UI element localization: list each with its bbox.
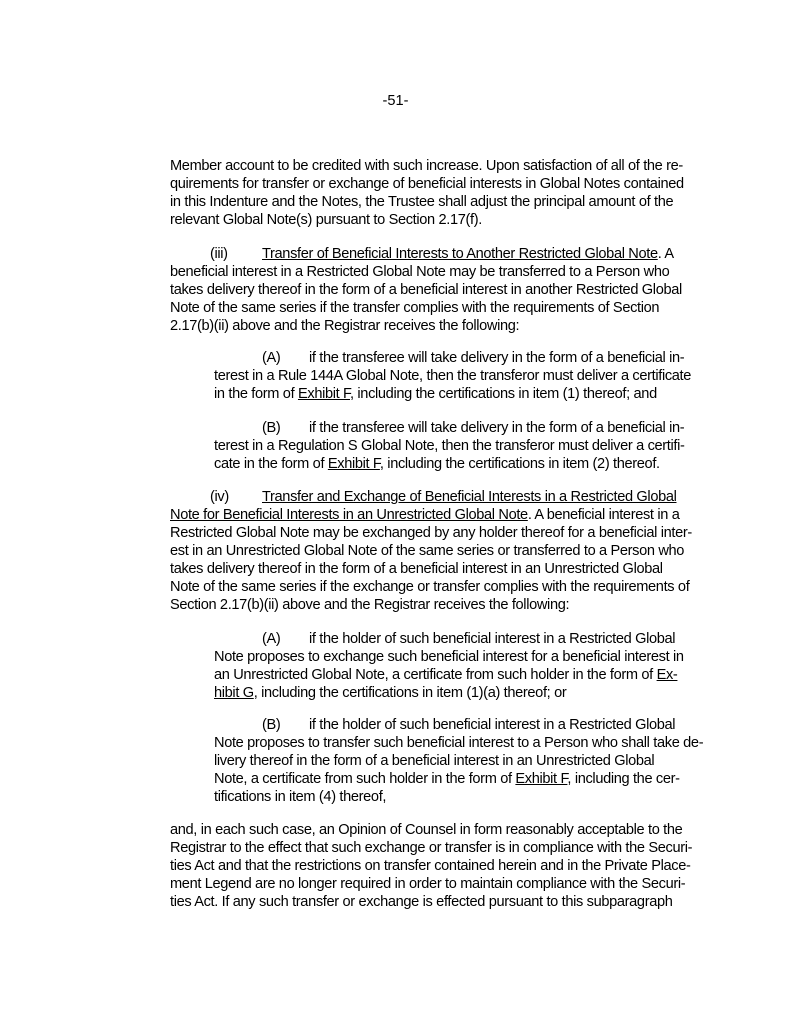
text-line [214, 770, 680, 788]
text-line [170, 506, 679, 524]
underlined-reference: Exhibit F [327, 456, 380, 472]
underlined-reference: Transfer of Beneficial Interests to Another Restricted Global Note [262, 246, 658, 262]
text-line [214, 684, 566, 702]
text-run: Restricted Global Note may be exchanged by any holder thereof for a beneficial inter- [170, 525, 692, 541]
underlined-reference: Note for Beneficial Interests in an Unrestricted Global Note [170, 507, 528, 523]
underlined-reference: Ex- [656, 667, 678, 683]
text-run: in the form of [214, 386, 298, 402]
text-line [170, 857, 690, 875]
text-line [262, 419, 684, 437]
text-run: Section 2.17(b)(ii) above and the Registrar receives the following: [170, 597, 570, 613]
text-run: Note of the same series if the transfer complies with the requirements of Section [170, 300, 660, 316]
text-run: takes delivery thereof in the form of a beneficial interest in another Restricted Global [170, 282, 682, 298]
text-run: terest in a Rule 144A Global Note, then the transferor must deliver a certificate [214, 368, 692, 384]
text-line [214, 437, 685, 455]
text-run: livery thereof in the form of a beneficial interest in an Unrestricted Global [214, 753, 655, 769]
text-run: Note of the same series if the exchange or transfer complies with the requirements of [170, 579, 690, 595]
text-line [170, 875, 685, 893]
text-line [170, 893, 673, 911]
text-run: an Unrestricted Global Note, a certificate from such holder in the form of [214, 667, 657, 683]
text-line [170, 821, 682, 839]
item-number: (B) [262, 420, 281, 436]
item-number: (iv) [210, 489, 229, 505]
text-line [214, 734, 703, 752]
text-line [170, 299, 659, 317]
text-line [170, 596, 569, 614]
text-run: if the transferee will take delivery in the form of a beneficial in- [309, 420, 685, 436]
text-line [214, 752, 654, 770]
text-run: if the holder of such beneficial interest in a Restricted Global [309, 631, 676, 647]
text-run: , including the certifications in item (1)(a) thereof; or [253, 685, 567, 701]
text-line [262, 630, 675, 648]
text-run: . A beneficial interest in a [527, 507, 680, 523]
text-line [170, 839, 692, 857]
item-number: (B) [262, 717, 281, 733]
text-run: Note, a certificate from such holder in the form of [214, 771, 516, 787]
text-run: ment Legend are no longer required in order to maintain compliance with the Securi- [170, 876, 686, 892]
text-line [210, 488, 677, 506]
page-number: -51- [382, 93, 409, 109]
text-line [170, 211, 482, 229]
text-line [214, 367, 691, 385]
text-run: relevant Global Note(s) pursuant to Section 2.17(f). [170, 212, 482, 228]
text-run: . A [657, 246, 674, 262]
text-line [214, 455, 660, 473]
text-line [170, 175, 684, 193]
text-run: Member account to be credited with such increase. Upon satisfaction of all of the re- [170, 158, 683, 174]
text-line [170, 524, 692, 542]
item-number: (iii) [210, 246, 228, 262]
text-run: Note proposes to transfer such beneficial interest to a Person who shall take de- [214, 735, 704, 751]
text-run: Registrar to the effect that such exchange or transfer is in compliance with the Securi- [170, 840, 693, 856]
text-line [214, 788, 386, 806]
text-run: , including the certifications in item (2) thereof. [379, 456, 660, 472]
text-line [170, 578, 689, 596]
text-run: quirements for transfer or exchange of beneficial interests in Global Notes contained [170, 176, 684, 192]
text-line [214, 648, 684, 666]
text-run: cate in the form of [214, 456, 328, 472]
underlined-reference: Exhibit F [515, 771, 568, 787]
text-line [170, 317, 519, 335]
text-line [214, 666, 677, 684]
text-line [214, 385, 657, 403]
text-run: if the transferee will take delivery in the form of a beneficial in- [309, 350, 685, 366]
text-run: in this Indenture and the Notes, the Trustee shall adjust the principal amount of the [170, 194, 674, 210]
text-run: ties Act and that the restrictions on transfer contained herein and in the Private Place- [170, 858, 691, 874]
item-number: (A) [262, 631, 281, 647]
text-run: , including the certifications in item (1) thereof; and [350, 386, 657, 402]
text-run: if the holder of such beneficial interest in a Restricted Global [309, 717, 676, 733]
text-run: tifications in item (4) thereof, [214, 789, 387, 805]
item-number: (A) [262, 350, 281, 366]
text-run: Note proposes to exchange such beneficial interest for a beneficial interest in [214, 649, 684, 665]
underlined-reference: hibit G [214, 685, 254, 701]
text-run: , including the cer- [567, 771, 680, 787]
underlined-reference: Exhibit F [297, 386, 350, 402]
text-line [170, 193, 673, 211]
text-run: 2.17(b)(ii) above and the Registrar receives the following: [170, 318, 520, 334]
text-run: est in an Unrestricted Global Note of the same series or transferred to a Person who [170, 543, 685, 559]
text-line [262, 349, 684, 367]
text-line [170, 157, 683, 175]
text-run: beneficial interest in a Restricted Global Note may be transferred to a Person who [170, 264, 670, 280]
text-line [170, 560, 663, 578]
text-run: takes delivery thereof in the form of a beneficial interest in an Unrestricted Global [170, 561, 663, 577]
text-run: and, in each such case, an Opinion of Counsel in form reasonably acceptable to the [170, 822, 683, 838]
text-line [170, 542, 684, 560]
text-run: ties Act. If any such transfer or exchange is effected pursuant to this subparagraph [170, 894, 673, 910]
text-line [262, 716, 675, 734]
text-line [170, 263, 669, 281]
text-line [170, 281, 682, 299]
text-line [210, 245, 674, 263]
text-run: terest in a Regulation S Global Note, then the transferor must deliver a certifi- [214, 438, 685, 454]
underlined-reference: Transfer and Exchange of Beneficial Interests in a Restricted Global [262, 489, 677, 505]
